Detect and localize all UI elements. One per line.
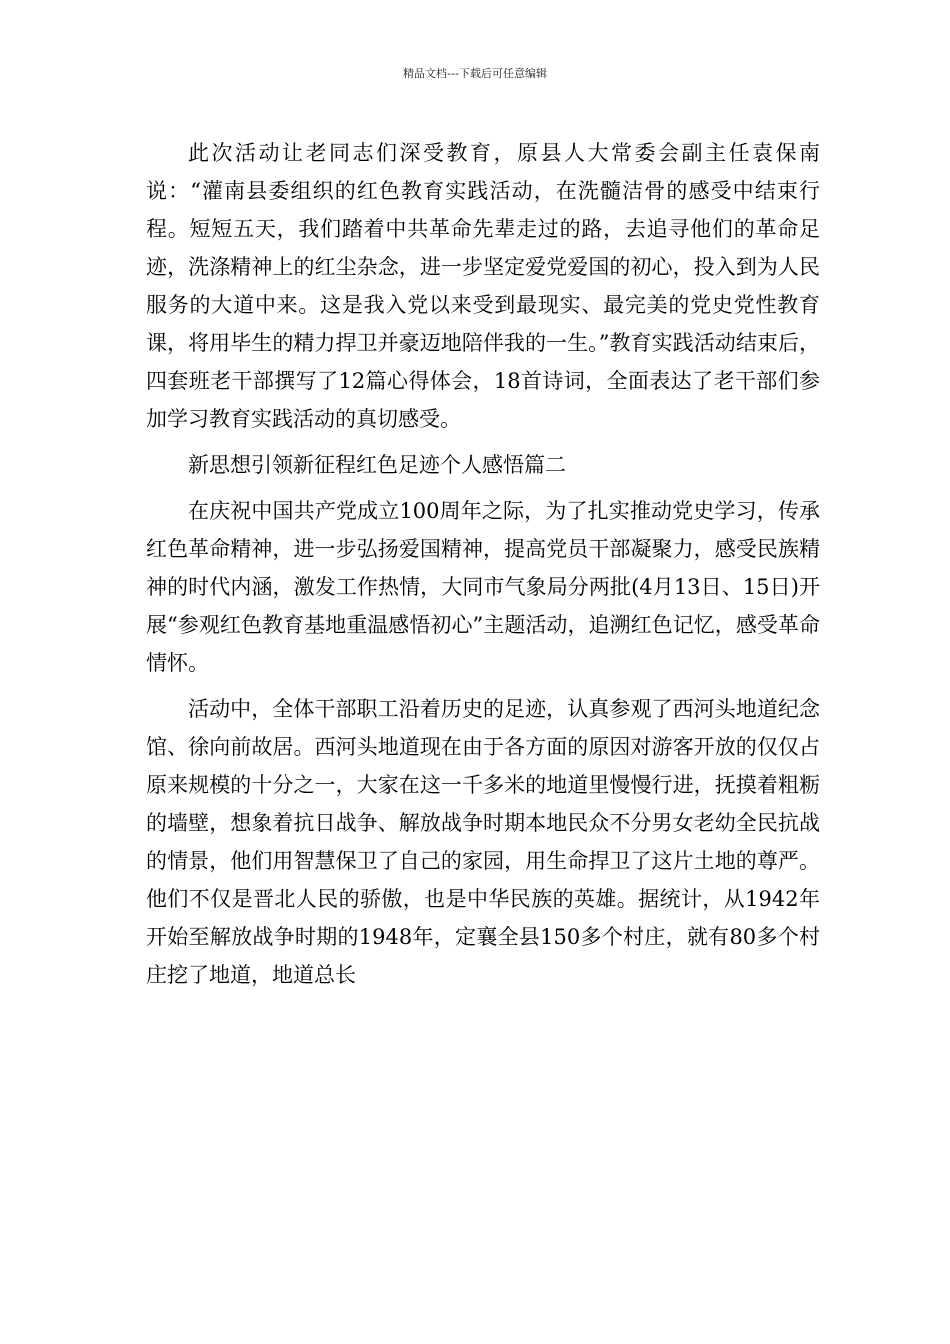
- paragraph-activity: 活动中，全体干部职工沿着历史的足迹，认真参观了西河头地道纪念馆、徐向前故居。西河头地道现在由于各方面的原因对游客开放的仅仅占原来规模的十分之一，大家在这一千多米的地道里慢慢行进，抚摸着粗粝的墙壁，想象着抗日战争、解放战争时期本地民众不分男女老幼全民抗战的情景，他们用智慧保卫了自己的家园，用生命捍卫了这片土地的尊严。他们不仅是晋北人民的骄傲，也是中华民族的英雄。据统计，从1942年开始至解放战争时期的1948年，定襄全县150多个村庄，就有80多个村庄挖了地道，地道总长: [146, 697, 820, 987]
- section-title: 新思想引领新征程红色足迹个人感悟篇二: [188, 453, 566, 477]
- page-header: 精品文档---下载后可任意编辑: [403, 67, 547, 80]
- paragraph-introduction: 在庆祝中国共产党成立100周年之际，为了扎实推动党史学习，传承红色革命精神，进一步弘扬爱国精神，提高党员干部凝聚力，感受民族精神的时代内涵，激发工作热情，大同市气象局分两批(4月13日、15日)开展“参观红色教育基地重温感悟初心”主题活动，追溯红色记忆，感受革命情怀。: [146, 499, 820, 675]
- paragraph-testimony: 此次活动让老同志们深受教育，原县人大常委会副主任袁保南说：“灌南县委组织的红色教育实践活动，在洗髓洁骨的感受中结束行程。短短五天，我们踏着中共革命先辈走过的路，去追寻他们的革命足迹，洗涤精神上的红尘杂念，进一步坚定爱党爱国的初心，投入到为人民服务的大道中来。这是我入党以来受到最现实、最完美的党史党性教育课，将用毕生的精力捍卫并豪迈地陪伴我的一生。”教育实践活动结束后，四套班老干部撰写了12篇心得体会，18首诗词，全面表达了老干部们参加学习教育实践活动的真切感受。: [146, 141, 820, 431]
- document-body: [146, 134, 820, 994]
